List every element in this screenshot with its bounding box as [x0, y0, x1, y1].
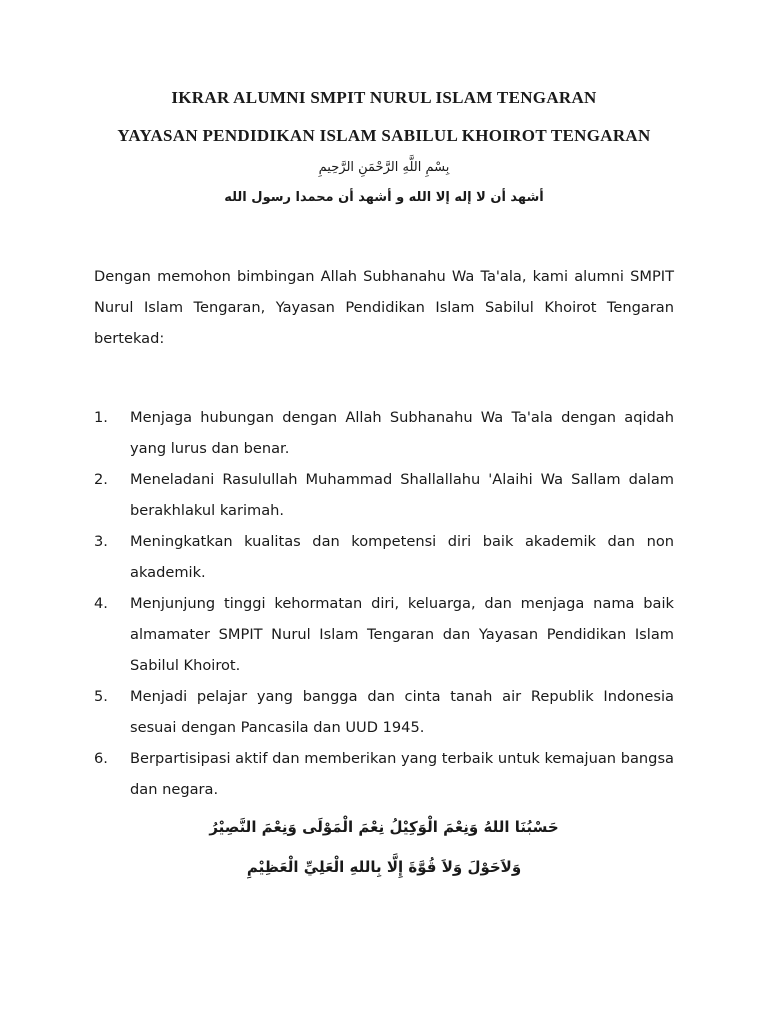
pledge-number: 6.	[94, 750, 108, 767]
pledge-item	[94, 681, 674, 743]
pledge-number: 5.	[94, 688, 108, 705]
pledge-number: 1.	[94, 409, 108, 426]
pledge-number: 4.	[94, 595, 108, 612]
pledge-number: 3.	[94, 533, 108, 550]
pledge-text: Menjaga hubungan dengan Allah Subhanahu Wa Ta'ala dengan aqidah yang lurus dan benar.	[130, 409, 674, 457]
document-title: IKRAR ALUMNI SMPIT NURUL ISLAM TENGARAN	[171, 88, 597, 107]
document-subtitle: YAYASAN PENDIDIKAN ISLAM SABILUL KHOIROT TENGARAN	[117, 126, 651, 145]
closing-prayer-line-2: وَلاَحَوْلَ وَلاَ قُوَّةَ إِلَّا بِاللهِ الْعَلِيِّ الْعَظِيْمِ	[246, 858, 522, 876]
pledge-text: Berpartisipasi aktif dan memberikan yang terbaik untuk kemajuan bangsa dan negara.	[130, 750, 674, 798]
pledge-item	[94, 526, 674, 588]
pledge-item	[94, 743, 674, 805]
pledge-text: Meningkatkan kualitas dan kompetensi diri baik akademik dan non akademik.	[130, 533, 674, 581]
shahada-text: أشهد أن لا إله إلا الله و أشهد أن محمدا رسول الله	[224, 190, 544, 205]
pledge-list	[94, 402, 674, 805]
pledge-text: Menjunjung tinggi kehormatan diri, keluarga, dan menjaga nama baik almamater SMPIT Nurul Islam Tengaran dan Yayasan Pendidikan Islam Sabilul Khoirot.	[130, 595, 674, 674]
pledge-item	[94, 588, 674, 681]
pledge-item	[94, 402, 674, 464]
pledge-text: Menjadi pelajar yang bangga dan cinta tanah air Republik Indonesia sesuai dengan Pancasila dan UUD 1945.	[130, 688, 674, 736]
pledge-number: 2.	[94, 471, 108, 488]
intro-paragraph: Dengan memohon bimbingan Allah Subhanahu Wa Ta'ala, kami alumni SMPIT Nurul Islam Tengaran, Yayasan Pendidikan Islam Sabilul Khoirot Tengaran bertekad:	[94, 268, 674, 347]
closing-prayer-line-1: حَسْبُنَا اللهُ وَنِعْمَ الْوَكِيْلُ نِعْمَ الْمَوْلَى وَنِعْمَ النَّصِيْرُ	[209, 818, 559, 836]
pledge-item	[94, 464, 674, 526]
basmalah-text: بِسْمِ اللَّهِ الرَّحْمَنِ الرَّحِيمِ	[318, 160, 450, 175]
pledge-text: Meneladani Rasulullah Muhammad Shallallahu 'Alaihi Wa Sallam dalam berakhlakul karimah.	[130, 471, 674, 519]
